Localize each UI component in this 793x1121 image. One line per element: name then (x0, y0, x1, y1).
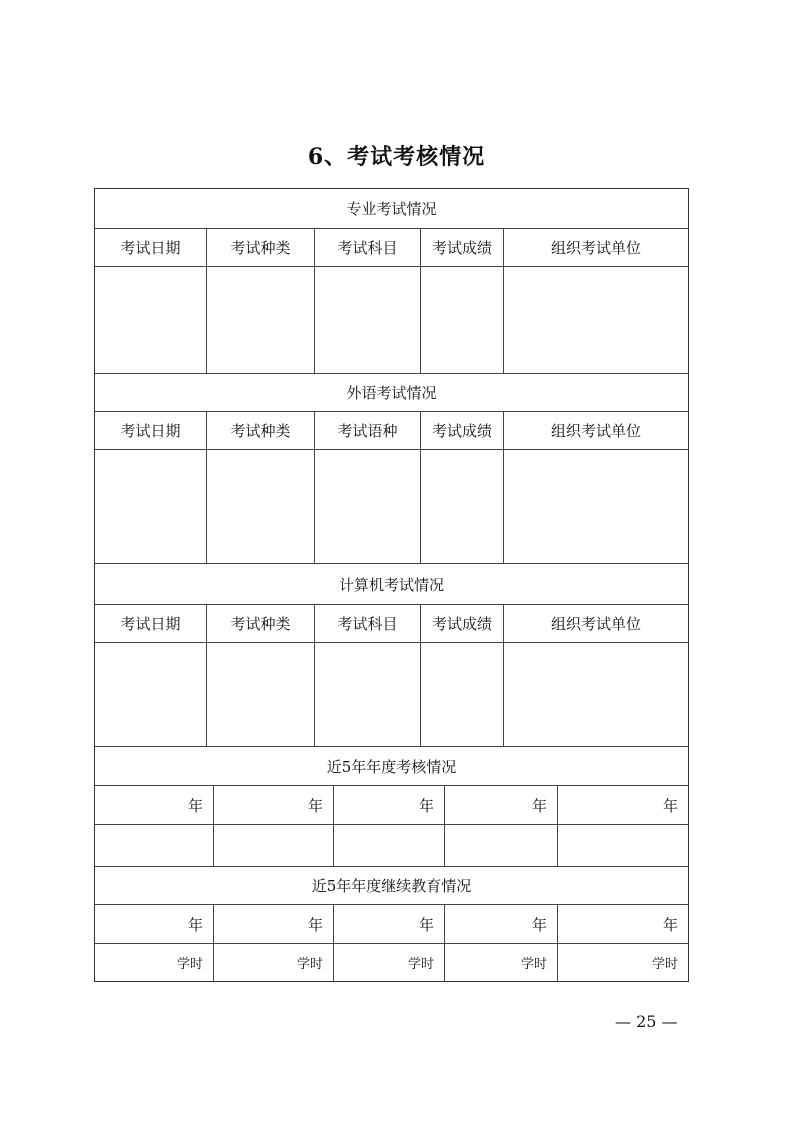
entry-cell[interactable] (503, 643, 688, 746)
year-cell[interactable]: 年 (557, 905, 688, 943)
column-header: 考试成绩 (420, 412, 503, 449)
year-cell[interactable]: 年 (187, 796, 203, 815)
hours-cell[interactable]: 学时 (557, 944, 688, 981)
exam-form-table (94, 188, 689, 982)
entry-cell[interactable] (206, 450, 314, 563)
hours-cell[interactable]: 学时 (213, 944, 333, 981)
appraisal-heading: 近5年年度考核情况 (326, 757, 457, 776)
appraisal-year-row (95, 785, 688, 824)
entry-cell[interactable] (95, 643, 206, 746)
column-header-row (95, 604, 688, 642)
result-cell[interactable] (95, 825, 213, 866)
entry-cell[interactable] (206, 643, 314, 746)
column-header: 考试种类 (206, 229, 314, 266)
year-cell[interactable]: 年 (213, 786, 333, 824)
year-cell[interactable]: 年 (557, 786, 688, 824)
section-heading-row (95, 373, 688, 411)
column-header: 考试种类 (206, 605, 314, 642)
section-heading: 专业考试情况 (346, 200, 437, 218)
entry-cell[interactable] (314, 267, 420, 373)
column-header: 组织考试单位 (503, 412, 688, 449)
education-year-row (95, 904, 688, 943)
year-cell[interactable]: 年 (333, 905, 444, 943)
entry-cell[interactable] (95, 267, 206, 373)
education-hours-row (95, 943, 688, 981)
entry-cell[interactable] (420, 267, 503, 373)
page-number: — 25 — (615, 1012, 678, 1031)
hours-cell[interactable]: 学时 (444, 944, 557, 981)
section-heading-row (95, 563, 688, 604)
entry-cell[interactable] (314, 643, 420, 746)
result-cell[interactable] (213, 825, 333, 866)
entry-row (95, 449, 688, 563)
column-header: 组织考试单位 (503, 229, 688, 266)
entry-cell[interactable] (503, 450, 688, 563)
section-heading-row (95, 189, 688, 228)
column-header: 考试语种 (314, 412, 420, 449)
section-heading: 计算机考试情况 (338, 575, 444, 594)
result-cell[interactable] (333, 825, 444, 866)
result-cell[interactable] (444, 825, 557, 866)
appraisal-result-row (95, 824, 688, 866)
hours-cell[interactable]: 学时 (176, 957, 203, 972)
page-title: 6、考试考核情况 (307, 144, 486, 170)
result-cell[interactable] (557, 825, 688, 866)
column-header: 考试日期 (120, 422, 181, 440)
column-header: 考试科目 (314, 229, 420, 266)
entry-cell[interactable] (206, 267, 314, 373)
column-header-row (95, 411, 688, 449)
column-header: 考试科目 (314, 605, 420, 642)
entry-row (95, 642, 688, 746)
entry-cell[interactable] (95, 450, 206, 563)
year-cell[interactable]: 年 (444, 786, 557, 824)
year-cell[interactable]: 年 (187, 915, 203, 934)
education-heading-row (95, 866, 688, 904)
column-header: 考试种类 (206, 412, 314, 449)
column-header: 考试日期 (120, 239, 181, 257)
year-cell[interactable]: 年 (333, 786, 444, 824)
column-header: 考试日期 (120, 615, 181, 633)
column-header: 考试成绩 (420, 605, 503, 642)
year-cell[interactable]: 年 (213, 905, 333, 943)
year-cell[interactable]: 年 (444, 905, 557, 943)
column-header: 考试成绩 (420, 229, 503, 266)
entry-row (95, 266, 688, 373)
entry-cell[interactable] (503, 267, 688, 373)
entry-cell[interactable] (420, 643, 503, 746)
column-header: 组织考试单位 (503, 605, 688, 642)
entry-cell[interactable] (314, 450, 420, 563)
appraisal-heading-row (95, 746, 688, 785)
education-heading: 近5年年度继续教育情况 (311, 877, 472, 895)
hours-cell[interactable]: 学时 (333, 944, 444, 981)
section-heading: 外语考试情况 (346, 384, 437, 402)
entry-cell[interactable] (420, 450, 503, 563)
column-header-row (95, 228, 688, 266)
